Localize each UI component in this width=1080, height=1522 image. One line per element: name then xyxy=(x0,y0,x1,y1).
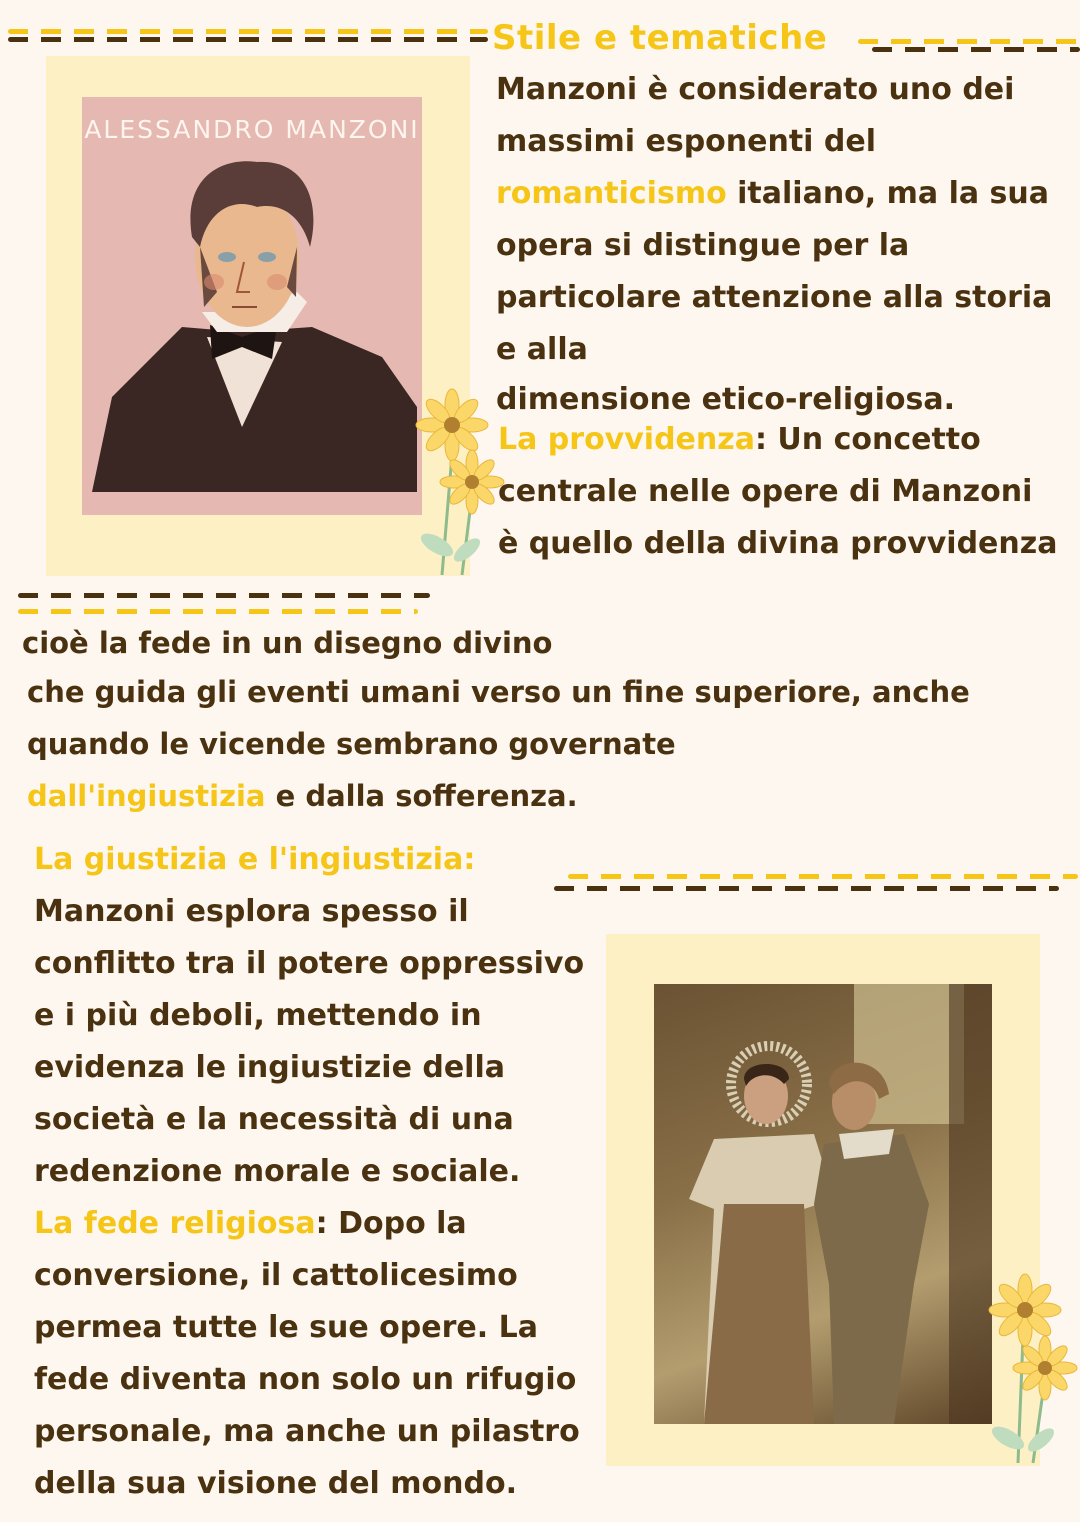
sunflower-decoration-icon xyxy=(983,1268,1078,1473)
giustizia-line: e i più deboli, mettendo in xyxy=(34,998,482,1033)
intro-line: particolare attenzione alla storia xyxy=(496,280,1053,315)
provvidenza-line: dall'ingiustizia e dalla sofferenza. xyxy=(27,779,578,813)
giustizia-line: società e la necessità di una xyxy=(34,1102,514,1137)
intro-line: dimensione etico-religiosa. xyxy=(496,382,956,417)
intro-line: Manzoni è considerato uno dei xyxy=(496,72,1015,107)
right-dash-yellow xyxy=(568,874,1078,879)
intro-paragraph xyxy=(496,64,1052,424)
right-dash-brown xyxy=(554,886,1059,891)
fede-heading: La fede religiosa xyxy=(34,1206,316,1241)
provvidenza-line: quando le vicende sembrano governate xyxy=(27,727,676,761)
portrait-label: ALESSANDRO MANZONI xyxy=(84,115,420,144)
giustizia-line: conflitto tra il potere oppressivo xyxy=(34,946,585,981)
highlight-ingiustizia: dall'ingiustizia xyxy=(27,779,266,813)
highlight-romanticismo: romanticismo xyxy=(496,176,727,211)
provvidenza-heading: La provvidenza xyxy=(498,422,755,457)
mid-dash-brown xyxy=(18,593,430,598)
header-dash-right-yellow xyxy=(858,39,1080,44)
painting-image xyxy=(654,984,992,1424)
intro-line: romanticismo italiano, ma la sua xyxy=(496,176,1050,211)
provvidenza-line: cioè la fede in un disegno divino xyxy=(22,626,553,660)
provvidenza-block xyxy=(498,414,1057,570)
intro-line: e alla xyxy=(496,332,588,367)
giustizia-line: redenzione morale e sociale. xyxy=(34,1154,521,1189)
provvidenza-heading-line: La provvidenza: Un concetto xyxy=(498,422,981,457)
renzo-lucia-painting-illustration xyxy=(654,984,992,1424)
header-dash-right-brown xyxy=(872,47,1080,52)
intro-line: massimi esponenti del xyxy=(496,124,877,159)
portrait-image xyxy=(82,97,422,515)
giustizia-block xyxy=(34,834,584,1510)
provvidenza-continuation xyxy=(22,620,970,822)
fede-heading-line: La fede religiosa: Dopo la xyxy=(34,1206,467,1241)
giustizia-line: evidenza le ingiustizie della xyxy=(34,1050,505,1085)
giustizia-line: Manzoni esplora spesso il xyxy=(34,894,469,929)
intro-line: opera si distingue per la xyxy=(496,228,910,263)
provvidenza-line: che guida gli eventi umani verso un fine superiore, anche xyxy=(27,675,970,709)
fede-line: personale, ma anche un pilastro xyxy=(34,1414,580,1449)
fede-line: permea tutte le sue opere. La xyxy=(34,1310,538,1345)
giustizia-heading: La giustizia e l'ingiustizia: xyxy=(34,842,476,877)
manzoni-portrait-illustration xyxy=(82,97,422,515)
mid-dash-yellow xyxy=(18,609,418,614)
fede-line: conversione, il cattolicesimo xyxy=(34,1258,518,1293)
provvidenza-line: è quello della divina provvidenza xyxy=(498,526,1058,561)
fede-line: fede diventa non solo un rifugio xyxy=(34,1362,577,1397)
fede-line: della sua visione del mondo. xyxy=(34,1466,517,1501)
provvidenza-line: centrale nelle opere di Manzoni xyxy=(498,474,1033,509)
header-dash-left-brown xyxy=(8,37,488,42)
sunflower-decoration-icon xyxy=(412,385,507,580)
page-title: Stile e tematiche xyxy=(492,18,828,58)
header-dash-left-yellow xyxy=(8,29,488,34)
